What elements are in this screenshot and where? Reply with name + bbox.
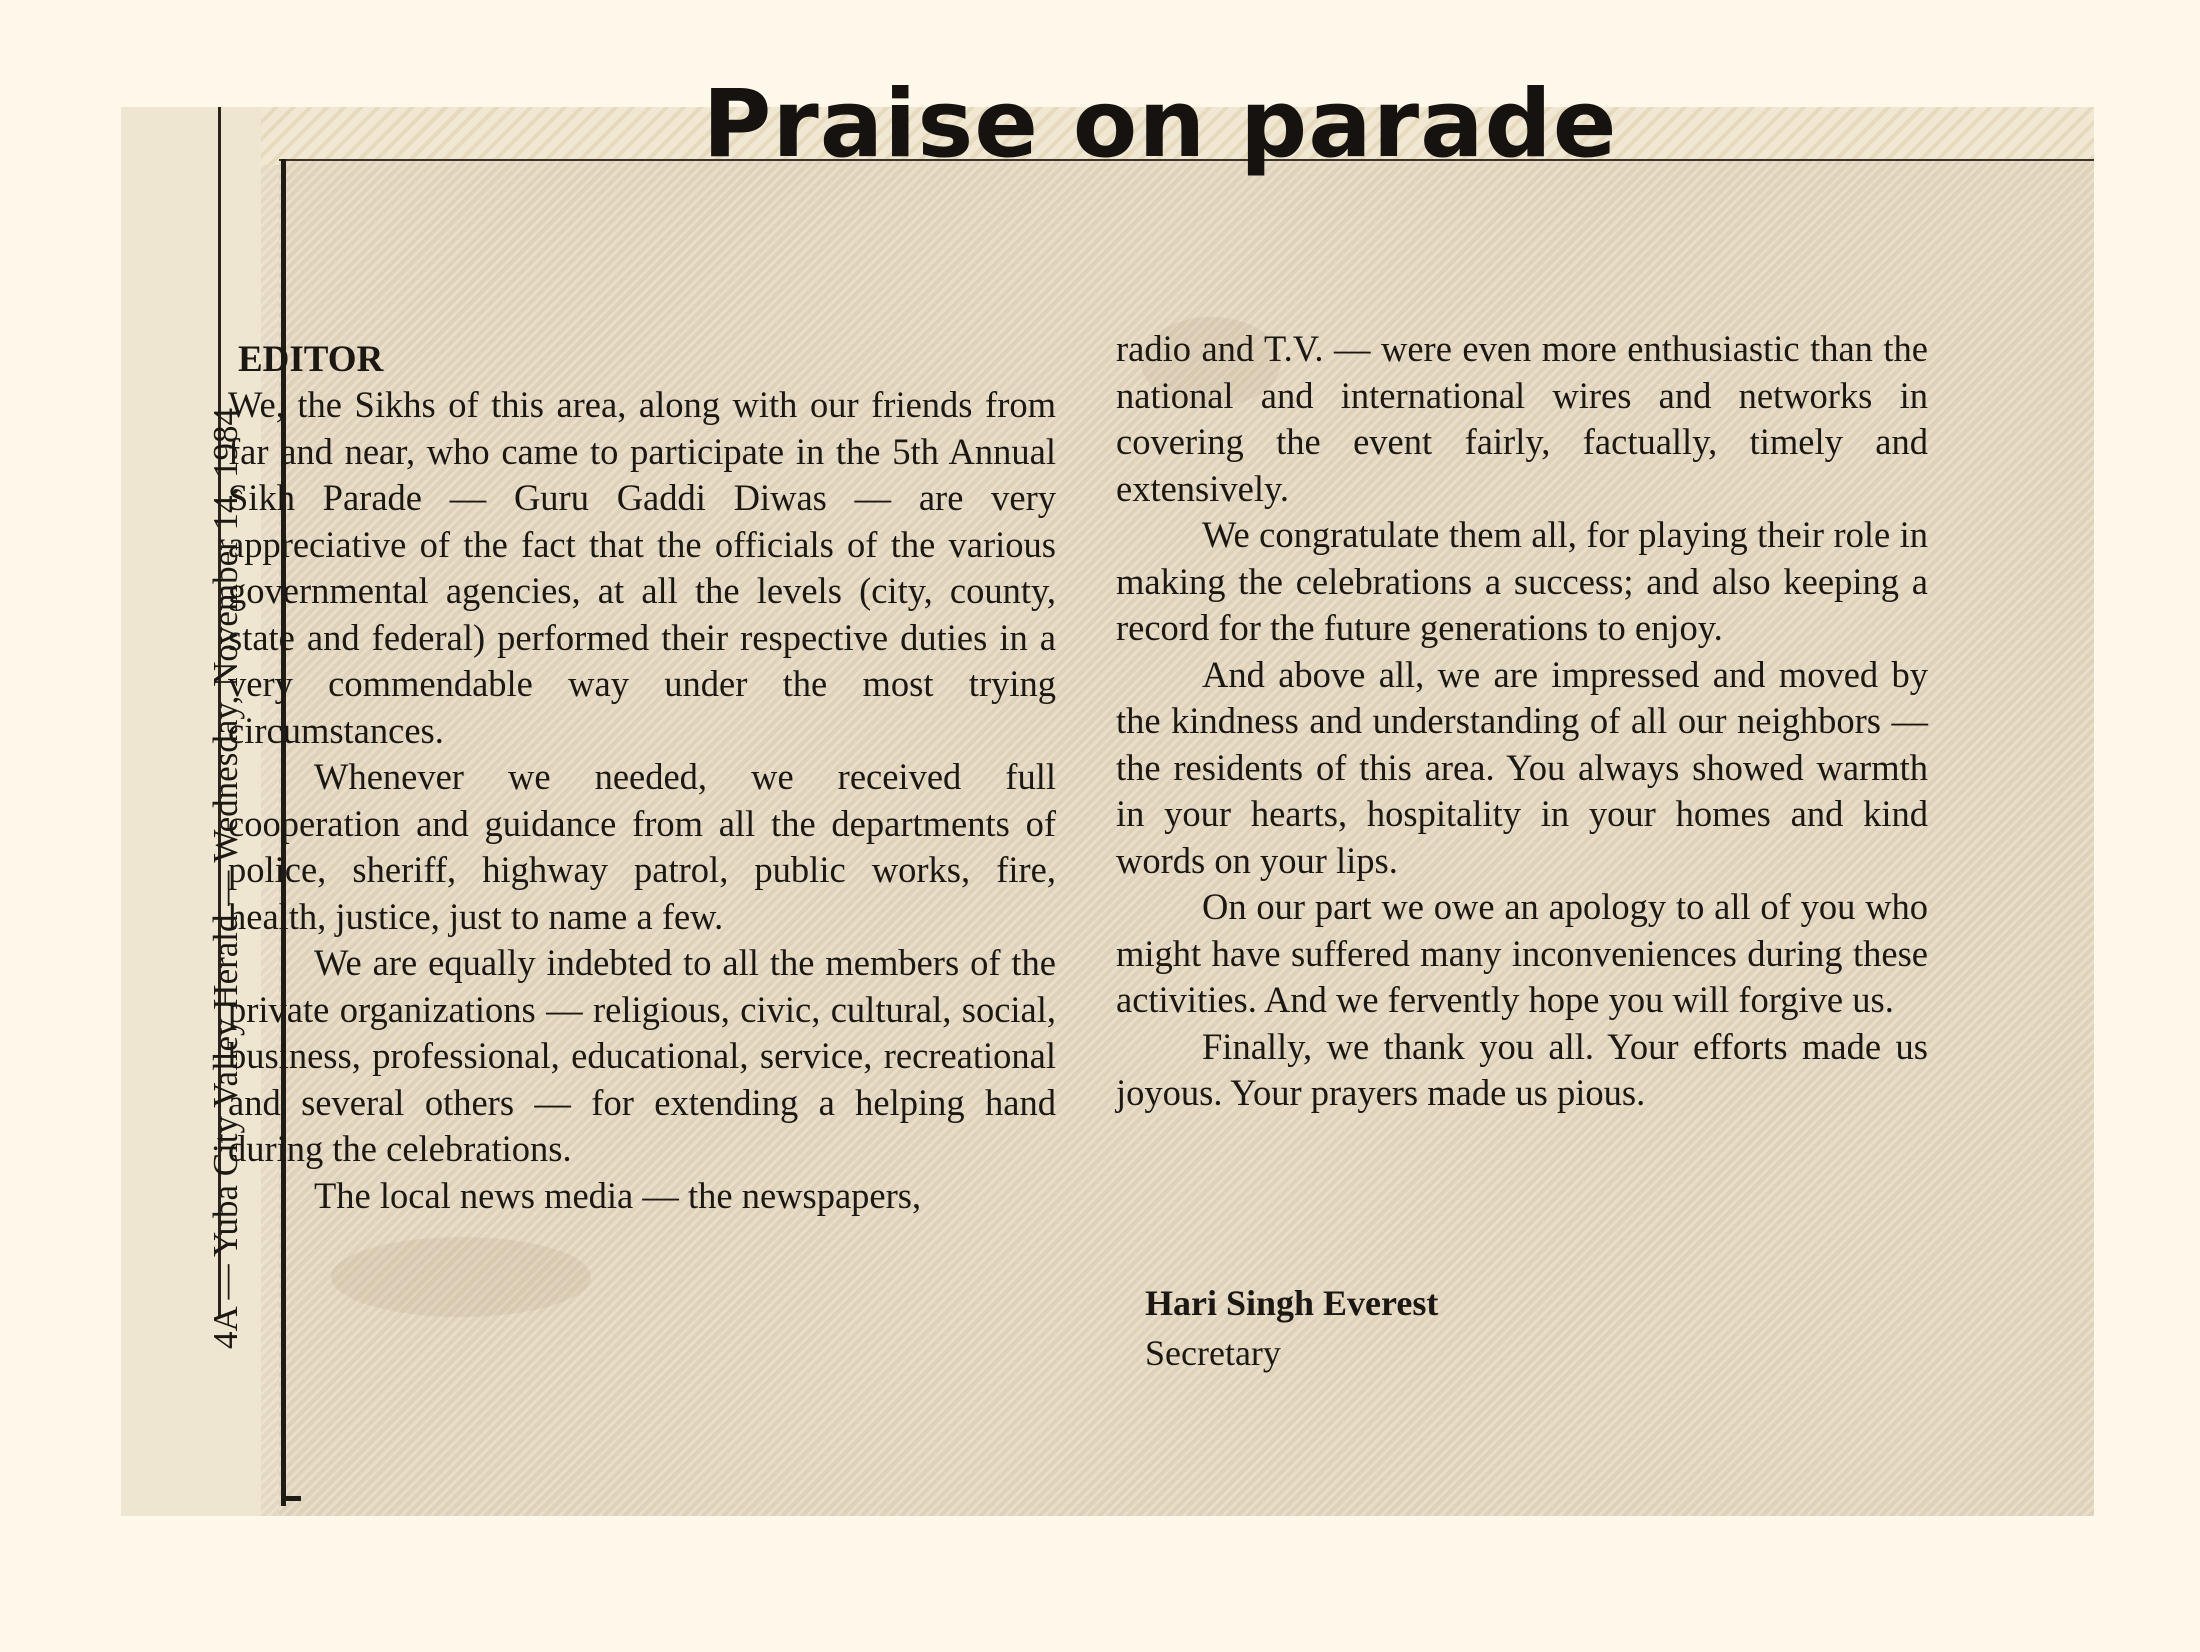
headline: Praise on parade <box>702 70 1618 179</box>
paragraph: Finally, we thank you all. Your efforts made us joyous. Your prayers made us pious. <box>1116 1025 1928 1113</box>
paragraph: We are equally indebted to all the members of the private organizations — religious, civic, cultural, social, business, professional, educational, service, recreational and several others — for extending a helping hand during the celebrations. <box>228 942 1056 1169</box>
paragraph: radio and T.V. — were even more enthusiastic than the national and international wires and networks in covering the event fairly, factually, timely and extensively. <box>1116 328 1928 509</box>
letter-column-right <box>1116 326 1928 1117</box>
paragraph: Whenever we needed, we received full cooperation and guidance from all the departments of police, sheriff, highway patrol, public works, fire, health, justice, just to name a few. <box>228 756 1056 937</box>
paragraph: The local news media — the newspapers, <box>314 1174 922 1216</box>
column-rule-foot <box>281 1496 301 1501</box>
signature-block <box>1145 1278 1438 1378</box>
dateline: 4A — Yuba City Valley Herald — Wednesday, November 14, 1984 <box>206 407 245 1349</box>
signer-title: Secretary <box>1145 1333 1281 1373</box>
editor-label: EDITOR <box>238 339 384 380</box>
paper-stain <box>331 1237 591 1317</box>
paragraph: And above all, we are impressed and moved by the kindness and understanding of all our neighbors — the residents of this area. You always showed warmth in your hearts, hospitality in your homes and kind words on your lips. <box>1116 653 1928 881</box>
letter-column-left <box>228 338 1056 1219</box>
paragraph: We, the Sikhs of this area, along with our friends from far and near, who came to participate in the 5th Annual Sikh Parade — Guru Gaddi Diwas — are very appreciative of the fact that the officials of the various governmental agencies, at all the levels (city, county, state and federal) performed their respective duties in a very commendable way under the most trying circumstances. <box>228 384 1056 751</box>
signer-name: Hari Singh Everest <box>1145 1283 1439 1323</box>
paragraph: We congratulate them all, for playing their role in making the celebrations a success; and also keeping a record for the future generations to enjoy. <box>1116 514 1928 648</box>
paragraph: On our part we owe an apology to all of you who might have suffered many inconveniences during these activities. And we fervently hope you will forgive us. <box>1116 886 1928 1020</box>
